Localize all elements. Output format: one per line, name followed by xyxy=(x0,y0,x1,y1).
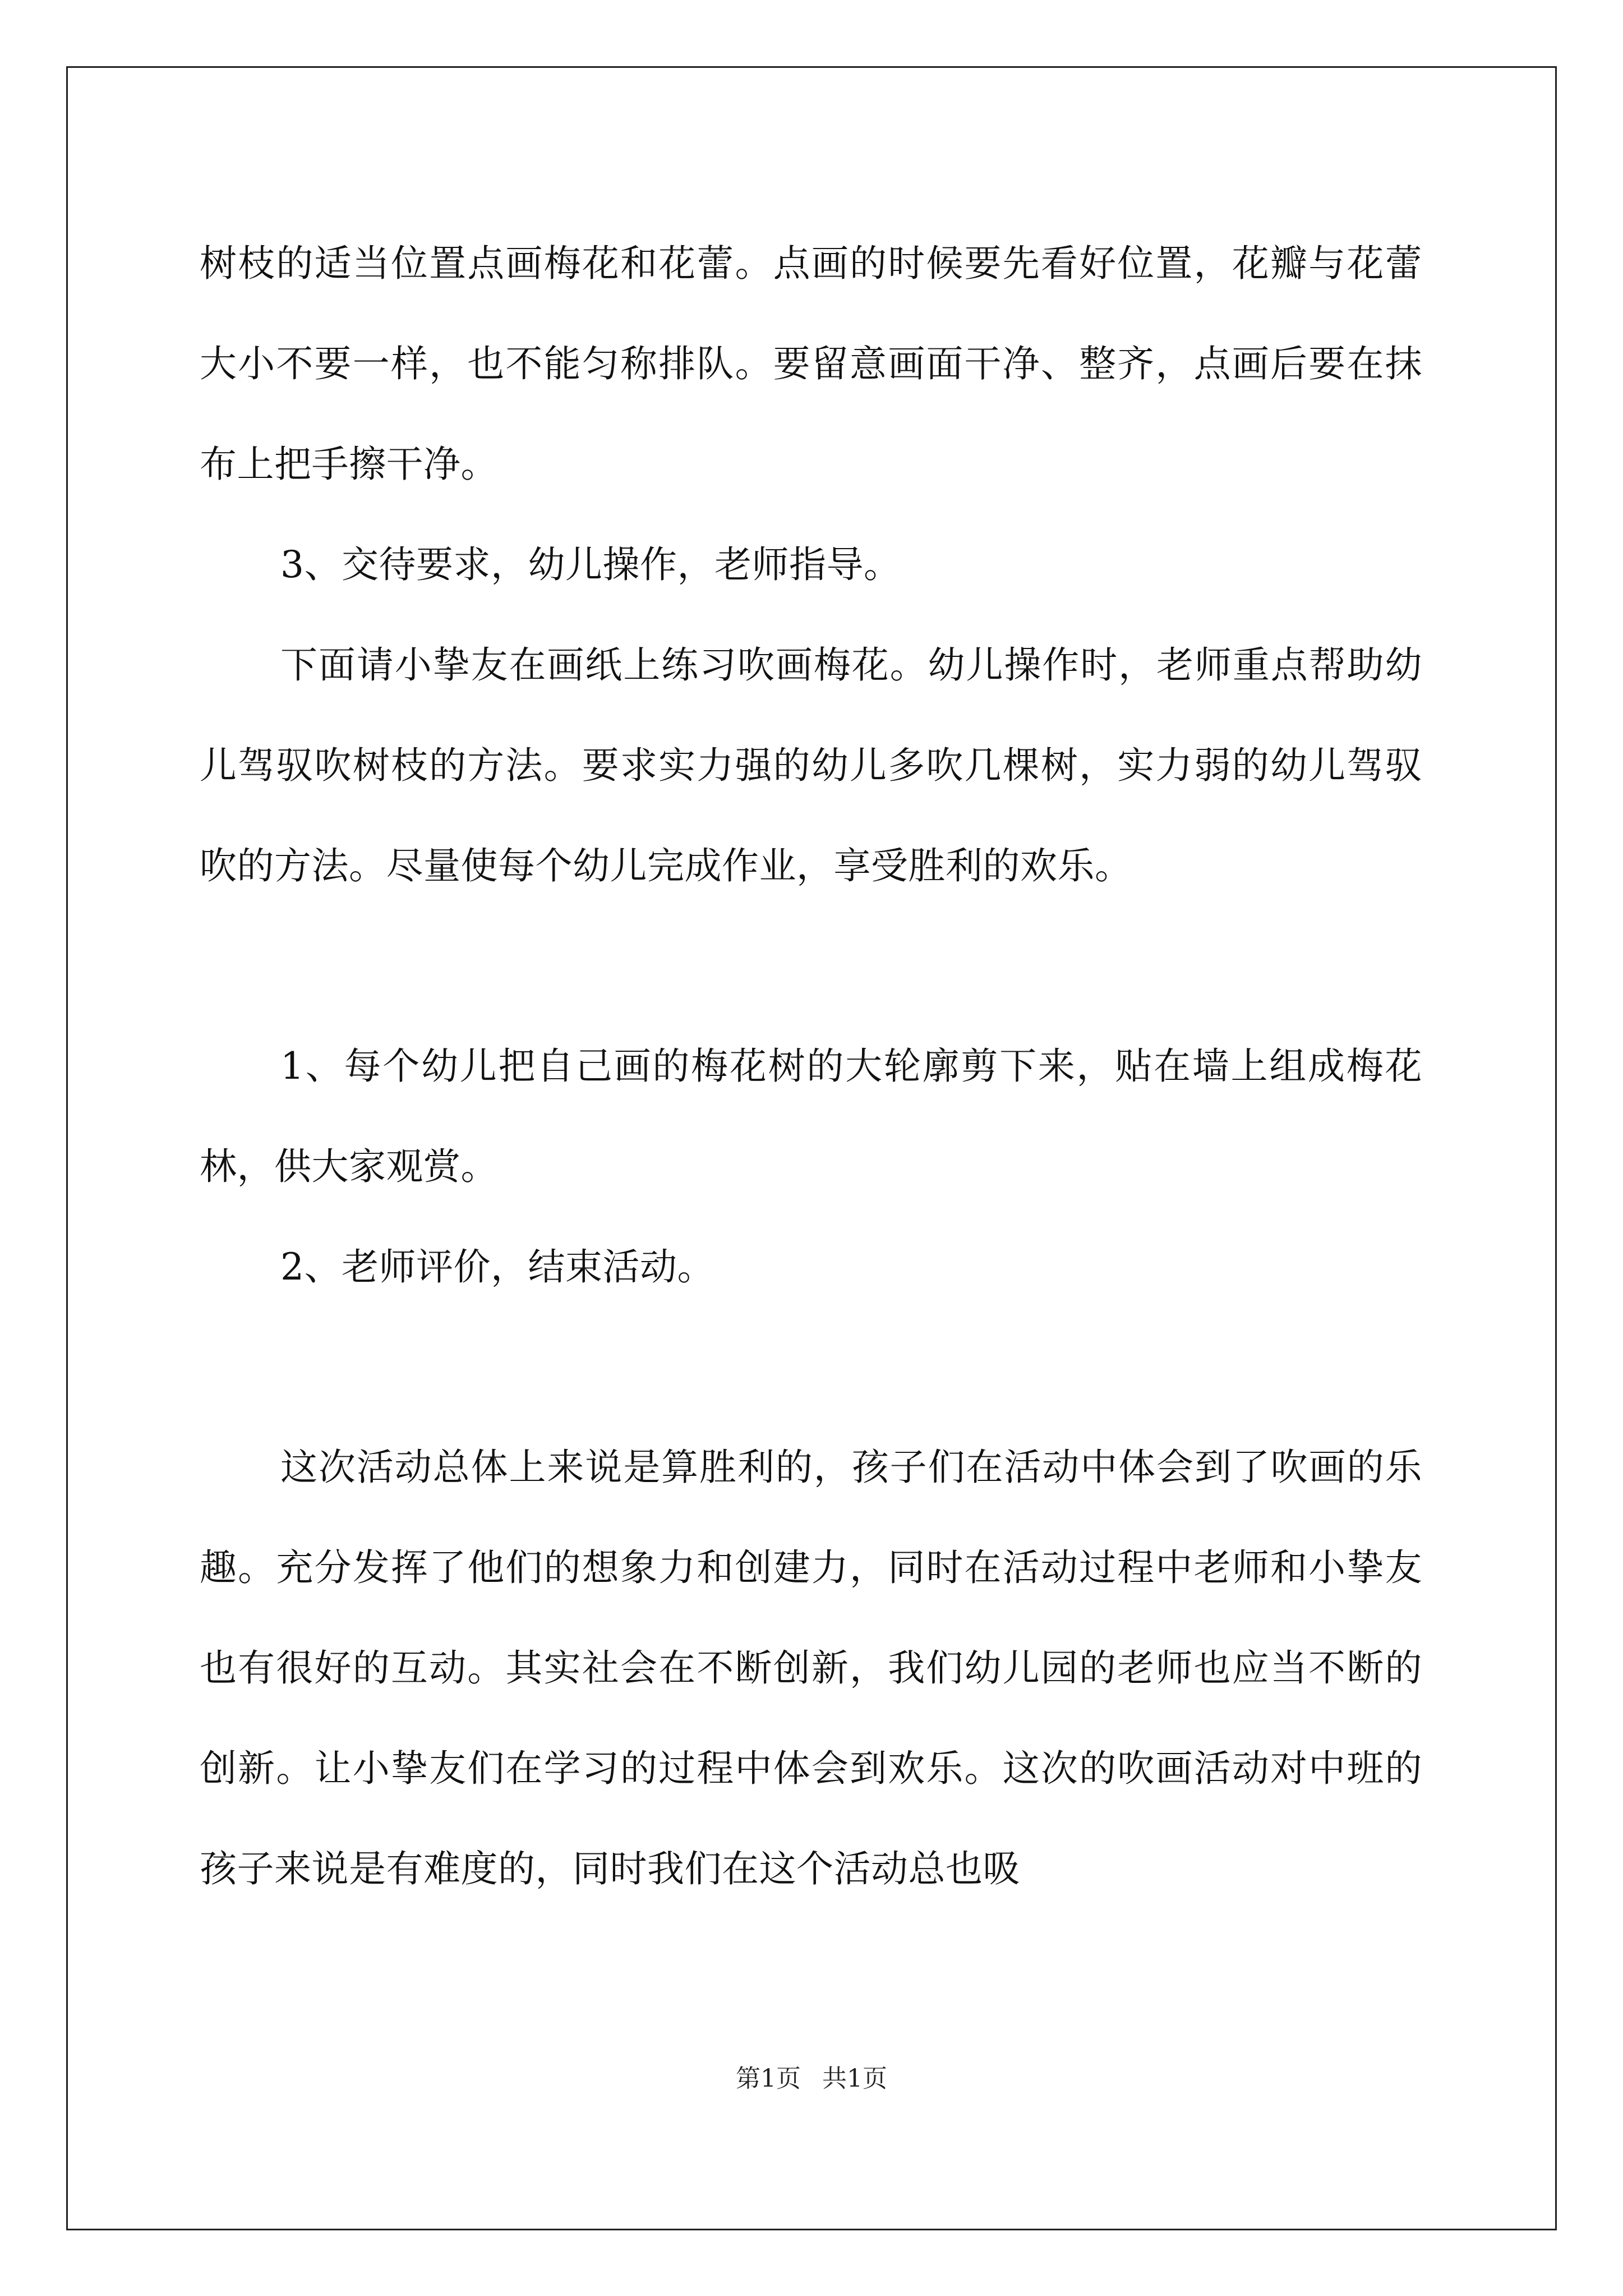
section-gap xyxy=(200,1317,1422,1417)
page-footer xyxy=(0,2062,1623,2096)
paragraph-practice: 下面请小挚友在画纸上练习吹画梅花。幼儿操作时，老师重点帮助幼儿驾驭吹树枝的方法。要求实力强的幼儿多吹几棵树，实力弱的幼儿驾驭吹的方法。尽量使每个幼儿完成作业，享受胜利的欢乐。 xyxy=(200,643,1422,887)
section-gap xyxy=(200,916,1422,1016)
paragraph-step-3: 3、交待要求，幼儿操作，老师指导。 xyxy=(280,543,901,586)
document-body xyxy=(200,213,1422,1919)
paragraph-step-1: 1、每个幼儿把自己画的梅花树的大轮廓剪下来，贴在墙上组成梅花林，供大家观赏。 xyxy=(200,1045,1422,1188)
paragraph-continuation: 树枝的适当位置点画梅花和花蕾。点画的时候要先看好位置，花瓣与花蕾大小不要一样，也不能匀称排队。要留意画面干净、整齐，点画后要在抹布上把手擦干净。 xyxy=(200,242,1422,486)
page-number: 第1页 xyxy=(736,2064,801,2093)
paragraph-step-2: 2、老师评价，结束活动。 xyxy=(280,1245,714,1289)
page-total: 共1页 xyxy=(822,2064,887,2093)
paragraph-reflection: 这次活动总体上来说是算胜利的，孩子们在活动中体会到了吹画的乐趣。充分发挥了他们的想象力和创建力，同时在活动过程中老师和小挚友也有很好的互动。其实社会在不断创新，我们幼儿园的老师也应当不断的创新。让小挚友们在学习的过程中体会到欢乐。这次的吹画活动对中班的孩子来说是有难度的，同时我们在这个活动总也吸 xyxy=(200,1446,1422,1890)
